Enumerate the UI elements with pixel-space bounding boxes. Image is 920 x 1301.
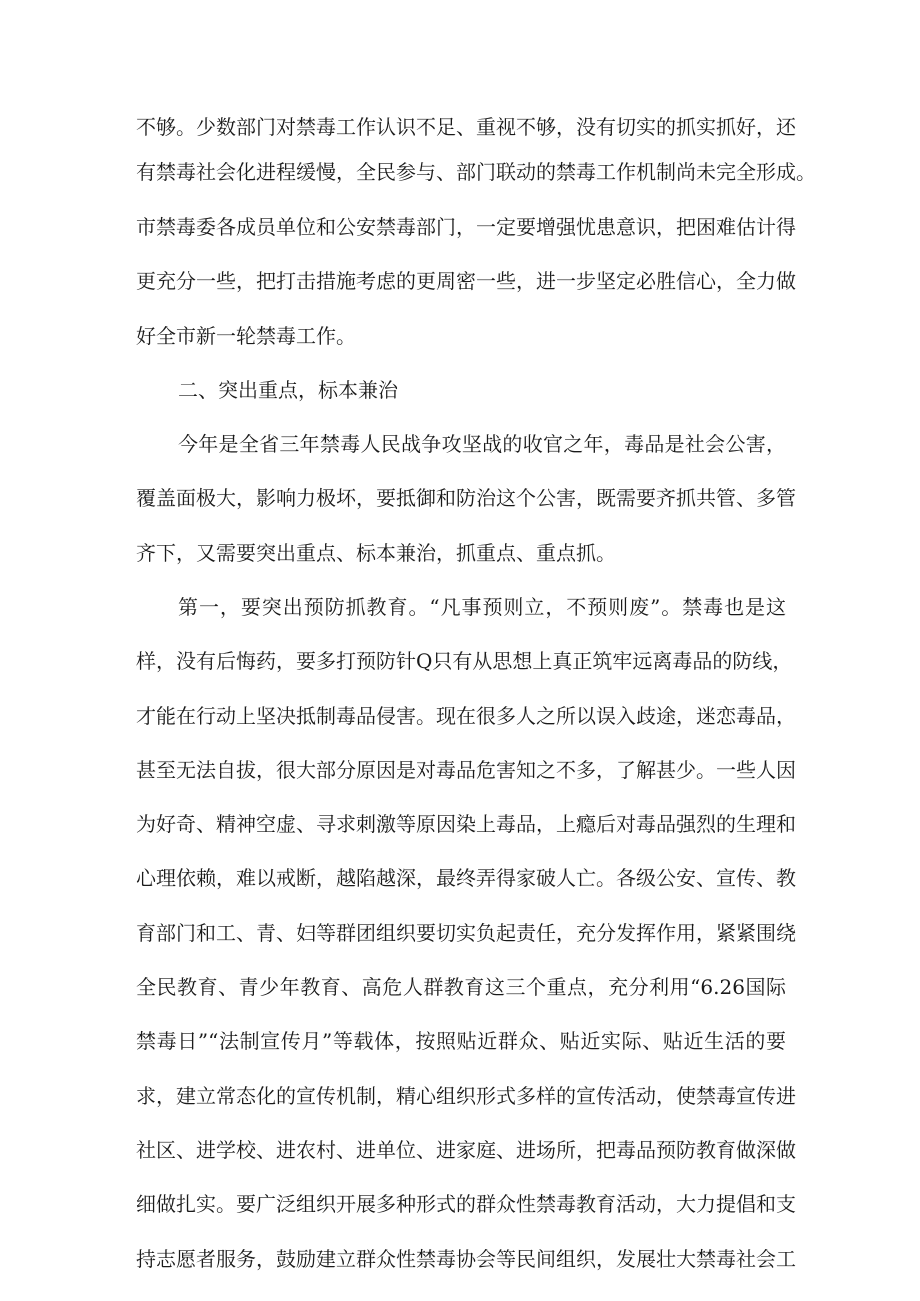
section-heading: 二、突出重点，标本兼治 [178,378,398,402]
paragraph-line: 有禁毒社会化进程缓慢，全民参与、部门联动的禁毒工作机制尚未完全形成。 [136,160,816,184]
paragraph-line: 好全市新一轮禁毒工作。 [136,324,356,348]
paragraph-line: 全民教育、青少年教育、高危人群教育这三个重点，充分利用“6.26国际 [136,975,786,999]
paragraph-line: 市禁毒委各成员单位和公安禁毒部门，一定要增强忧患意识，把困难估计得 [136,215,796,239]
paragraph-line: 心理依赖，难以戒断，越陷越深，最终弄得家破人亡。各级公安、宣传、教 [136,866,796,890]
paragraph-line: 齐下，又需要突出重点、标本兼治，抓重点、重点抓。 [136,541,616,565]
paragraph-line: 第一，要突出预防抓教育。“凡事预则立，不预则废”。禁毒也是这 [178,595,786,619]
paragraph-line: 样，没有后悔药，要多打预防针Q只有从思想上真正筑牢远离毒品的防线， [136,649,793,673]
paragraph-line: 禁毒日”“法制宣传月”等载体，按照贴近群众、贴近实际、贴近生活的要 [136,1029,786,1053]
paragraph-line: 更充分一些，把打击措施考虑的更周密一些，进一步坚定必胜信心，全力做 [136,269,796,293]
paragraph-line: 细做扎实。要广泛组织开展多种形式的群众性禁毒教育活动，大力提倡和支 [136,1192,796,1216]
paragraph-line: 持志愿者服务，鼓励建立群众性禁毒协会等民间组织，发展壮大禁毒社会工 [136,1247,796,1271]
paragraph-line: 不够。少数部门对禁毒工作认识不足、重视不够，没有切实的抓实抓好，还 [136,115,796,139]
paragraph-line: 社区、进学校、进农村、进单位、进家庭、进场所，把毒品预防教育做深做 [136,1138,796,1162]
paragraph-line: 今年是全省三年禁毒人民战争攻坚战的收官之年，毒品是社会公害， [178,432,786,456]
paragraph-line: 覆盖面极大，影响力极坏，要抵御和防治这个公害，既需要齐抓共管、多管 [136,486,796,510]
paragraph-line: 求，建立常态化的宣传机制，精心组织形式多样的宣传活动，使禁毒宣传进 [136,1084,796,1108]
paragraph-line: 为好奇、精神空虚、寻求刺激等原因染上毒品，上瘾后对毒品强烈的生理和 [136,812,796,836]
paragraph-line: 甚至无法自拔，很大部分原因是对毒品危害知之不多，了解甚少。一些人因 [136,758,796,782]
paragraph-line: 才能在行动上坚决抵制毒品侵害。现在很多人之所以误入歧途，迷恋毒品， [136,704,796,728]
paragraph-line: 育部门和工、青、妇等群团组织要切实负起责任，充分发挥作用，紧紧围绕 [136,921,796,945]
